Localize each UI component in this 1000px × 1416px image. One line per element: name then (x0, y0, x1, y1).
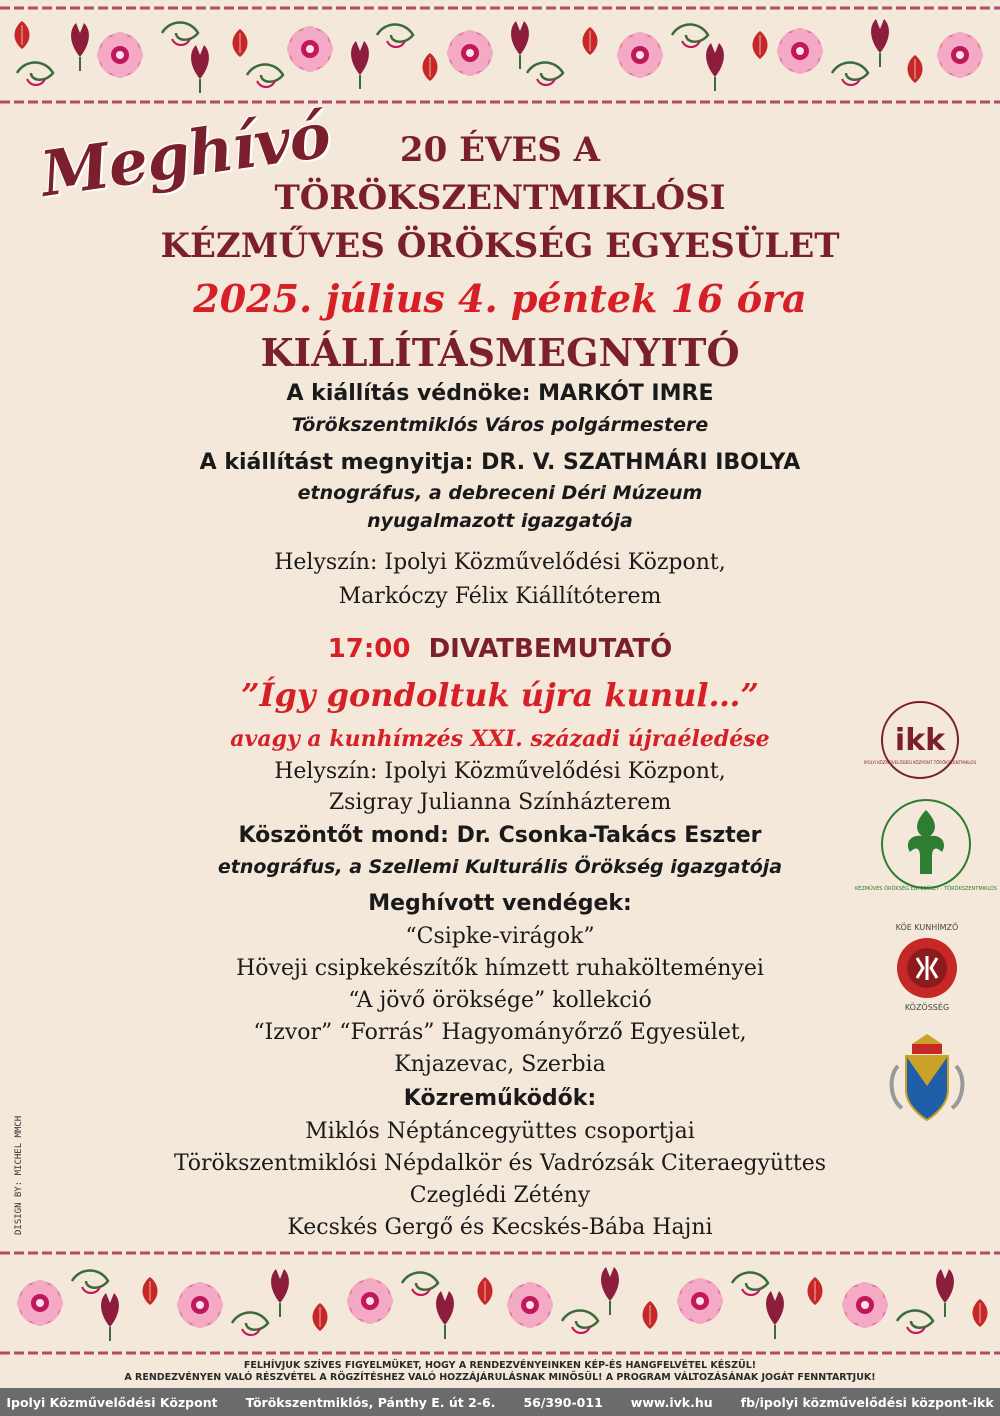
patron: A kiállítás védnöke: MARKÓT IMRE (286, 381, 714, 406)
show-title: ”Így gondoltuk újra kunul…” (241, 676, 759, 714)
kunhimzo-logo (882, 918, 972, 1014)
contributor-item: Kecskés Gergő és Kecskés-Bába Hajni (287, 1215, 713, 1240)
footer-bar (0, 1388, 1000, 1416)
top-embroidery-border (0, 0, 1000, 110)
guests-heading: Meghívott vendégek: (368, 891, 632, 916)
notice-line-2: A RENDEZVÉNYEN VALÓ RÉSZVÉTEL A RÖGZÍTÉSHEZ VALÓ HOZZÁJÁRULÁSNAK MINŐSÜL! A PROGRAM VÁLTOZÁSÁNAK JOGÁT FENNTARTJUK! (124, 1372, 876, 1383)
contributor-item: Törökszentmiklósi Népdalkör és Vadrózsák Citeraegyüttes (173, 1151, 827, 1176)
contributor-item: Czeglédi Zétény (409, 1183, 591, 1208)
venue1-line-2: Markóczy Félix Kiállítóterem (338, 584, 662, 609)
guest-item: “Izvor” “Forrás” Hagyományőrző Egyesület, (253, 1020, 747, 1045)
ikk-logo-small-text: IPOLYI KÖZMŰVELŐDÉSI KÖZPONT TÖRÖKSZENTMIKLÓS (863, 760, 977, 765)
contributor-item: Miklós Néptáncegyüttes csoportjai (305, 1119, 695, 1144)
footer-phone[interactable]: 56/390-011 (523, 1394, 603, 1410)
opener-role-2: nyugalmazott igazgatója (367, 510, 633, 532)
venue2-line-1: Helyszín: Ipolyi Közművelődési Központ, (274, 759, 726, 784)
kunhimzo-logo-top-text: KÖE KUNHÍMZŐ (895, 923, 959, 932)
footer-address: Törökszentmiklós, Pánthy E. út 2-6. (245, 1394, 496, 1410)
footer-facebook-link[interactable]: fb/ipolyi közművelődési központ-ikk (740, 1394, 994, 1410)
ikk-logo (863, 700, 977, 780)
koe-logo (854, 794, 998, 894)
opener-role-1: etnográfus, a debreceni Déri Múzeum (297, 482, 703, 504)
title-line-3: KÉZMŰVES ÖRÖKSÉG EGYESÜLET (160, 226, 840, 266)
footer-org: Ipolyi Közművelődési Központ (6, 1394, 218, 1410)
city-coat-of-arms (878, 1026, 976, 1126)
event1-title: KIÁLLÍTÁSMEGNYITÓ (260, 330, 740, 375)
bottom-embroidery-border (0, 1245, 1000, 1360)
kunhimzo-logo-bottom-text: KÖZÖSSÉG (904, 1003, 950, 1012)
ikk-logo-text: ikk (894, 723, 946, 758)
notice-line-1: FELHÍVJUK SZÍVES FIGYELMÜKET, HOGY A RENDEZVÉNYEINKEN KÉP-ÉS HANGFELVÉTEL KÉSZÜL! (243, 1360, 757, 1371)
opener: A kiállítást megnyitja: DR. V. SZATHMÁRI IBOLYA (199, 450, 801, 475)
recording-notice (0, 1360, 1000, 1384)
greeter-role: etnográfus, a Szellemi Kulturális Örökség igazgatója (217, 856, 783, 878)
meghivo-script-title: Meghívó (36, 98, 335, 211)
event2-heading (0, 634, 1000, 664)
venue2-line-2: Zsigray Julianna Színházterem (328, 790, 672, 815)
venue1-line-1: Helyszín: Ipolyi Közművelődési Központ, (274, 550, 726, 575)
event2-time: 17:00 (327, 634, 411, 664)
koe-logo-text: KÉZMŰVES ÖRÖKSÉG EGYESÜLET · TÖRÖKSZENTMIKLÓS (854, 886, 998, 892)
guest-item: “A jövő öröksége” kollekció (348, 988, 652, 1013)
guest-item: Knjazevac, Szerbia (394, 1052, 606, 1077)
event2-title: DIVATBEMUTATÓ (428, 634, 673, 664)
footer-web-link[interactable]: www.ivk.hu (630, 1394, 713, 1410)
guest-item: Höveji csipkekészítők hímzett ruhakölteményei (236, 956, 764, 981)
show-subtitle: avagy a kunhímzés XXI. századi újraéledése (230, 726, 770, 752)
patron-role: Törökszentmiklós Város polgármestere (291, 414, 709, 436)
contributors-heading: Közreműködők: (403, 1086, 597, 1111)
event-date: 2025. július 4. péntek 16 óra (193, 276, 807, 321)
title-line-1: 20 ÉVES A (399, 130, 601, 170)
design-credit: DISIGN BY: MICHEL MMCH (14, 1115, 24, 1235)
guest-item: “Csipke-virágok” (405, 924, 595, 949)
title-line-2: TÖRÖKSZENTMIKLÓSI (274, 178, 726, 218)
greeter: Köszöntőt mond: Dr. Csonka-Takács Eszter (238, 823, 762, 848)
